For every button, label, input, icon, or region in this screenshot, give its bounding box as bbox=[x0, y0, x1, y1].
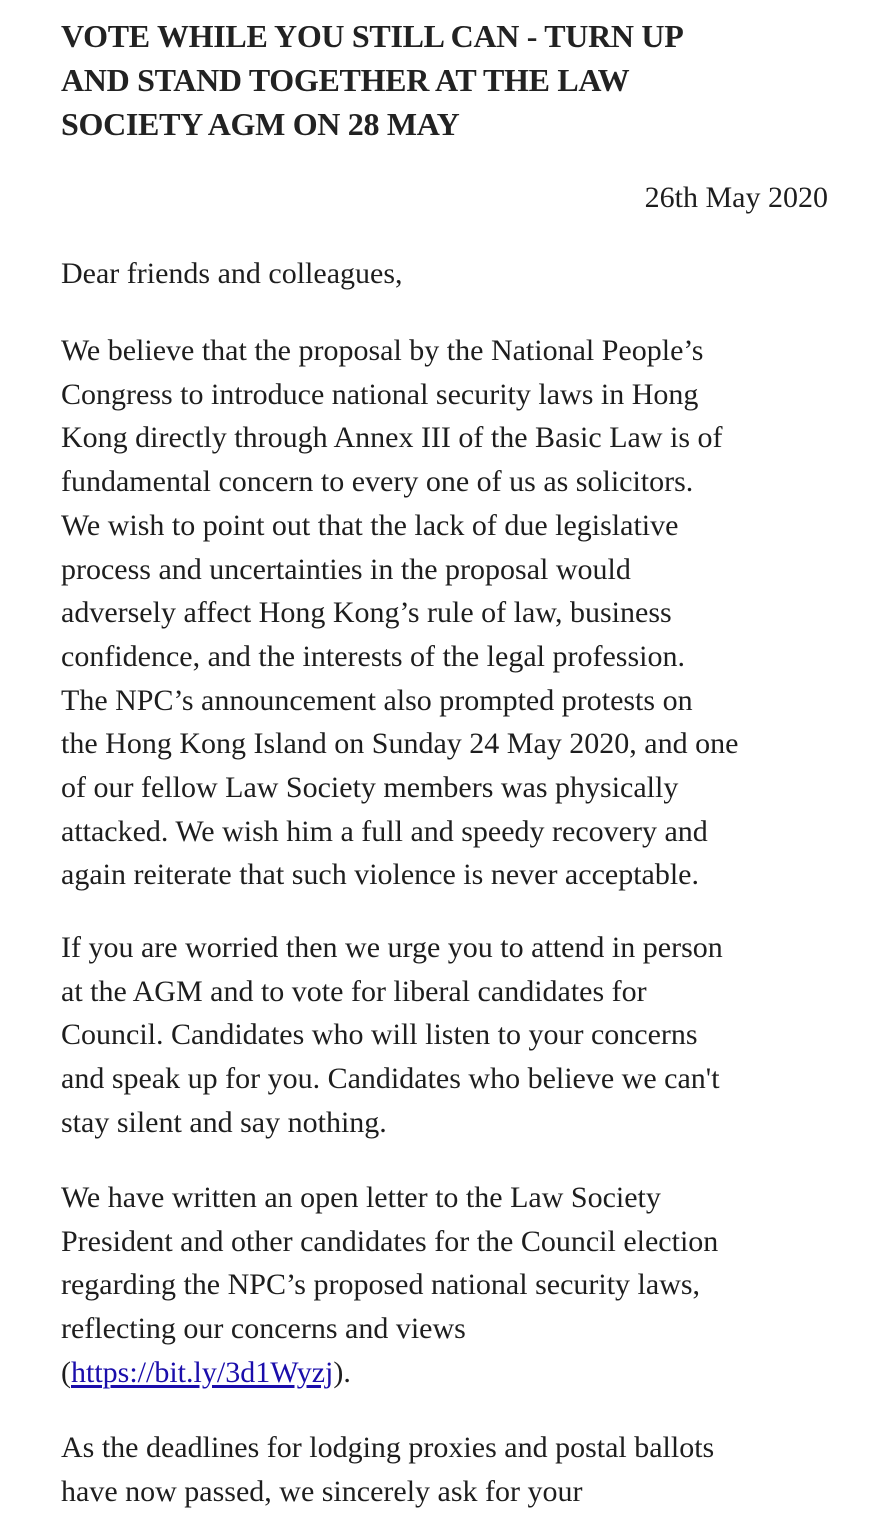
paragraph-deadlines: As the deadlines for lodging proxies and postal ballots have now passed, we sincerely ask for your bbox=[61, 1431, 715, 1508]
letter-date: 26th May 2020 bbox=[644, 181, 828, 214]
paragraph-attend-agm: If you are worried then we urge you to attend in person at the AGM and to vote for liberal candidates for Council. Candidates who will listen to your concerns and speak up for you. Candidates who believe we can't stay silent and say nothing. bbox=[61, 931, 723, 1139]
headline: VOTE WHILE YOU STILL CAN - TURN UP AND STAND TOGETHER AT THE LAW SOCIETY AGM ON 28 MAY bbox=[61, 18, 684, 142]
paragraph-concerns: We believe that the proposal by the National People’s Congress to introduce national security laws in Hong Kong directly through Annex III of the Basic Law is of fundamental concern to every one of us as solicitors. We wish to point out that the lack of due legislative process and uncertainties in the proposal would adversely affect Hong Kong’s rule of law, business confidence, and the interests of the legal profession. The NPC’s announcement also prompted protests on the Hong Kong Island on Sunday 24 May 2020, and one of our fellow Law Society members was physically attacked. We wish him a full and speedy recovery and again reiterate that such violence is never acceptable. bbox=[61, 334, 739, 892]
open-letter-link[interactable]: https://bit.ly/3d1Wyzj bbox=[71, 1355, 334, 1389]
paragraph-open-letter bbox=[61, 1176, 851, 1395]
open-letter-text: We have written an open letter to the Law Society President and other candidates for the Council election regarding the NPC’s proposed national security laws, reflecting our concerns and views ( bbox=[61, 1181, 719, 1389]
open-letter-text-end: ). bbox=[333, 1355, 351, 1389]
salutation: Dear friends and colleagues, bbox=[61, 257, 403, 290]
